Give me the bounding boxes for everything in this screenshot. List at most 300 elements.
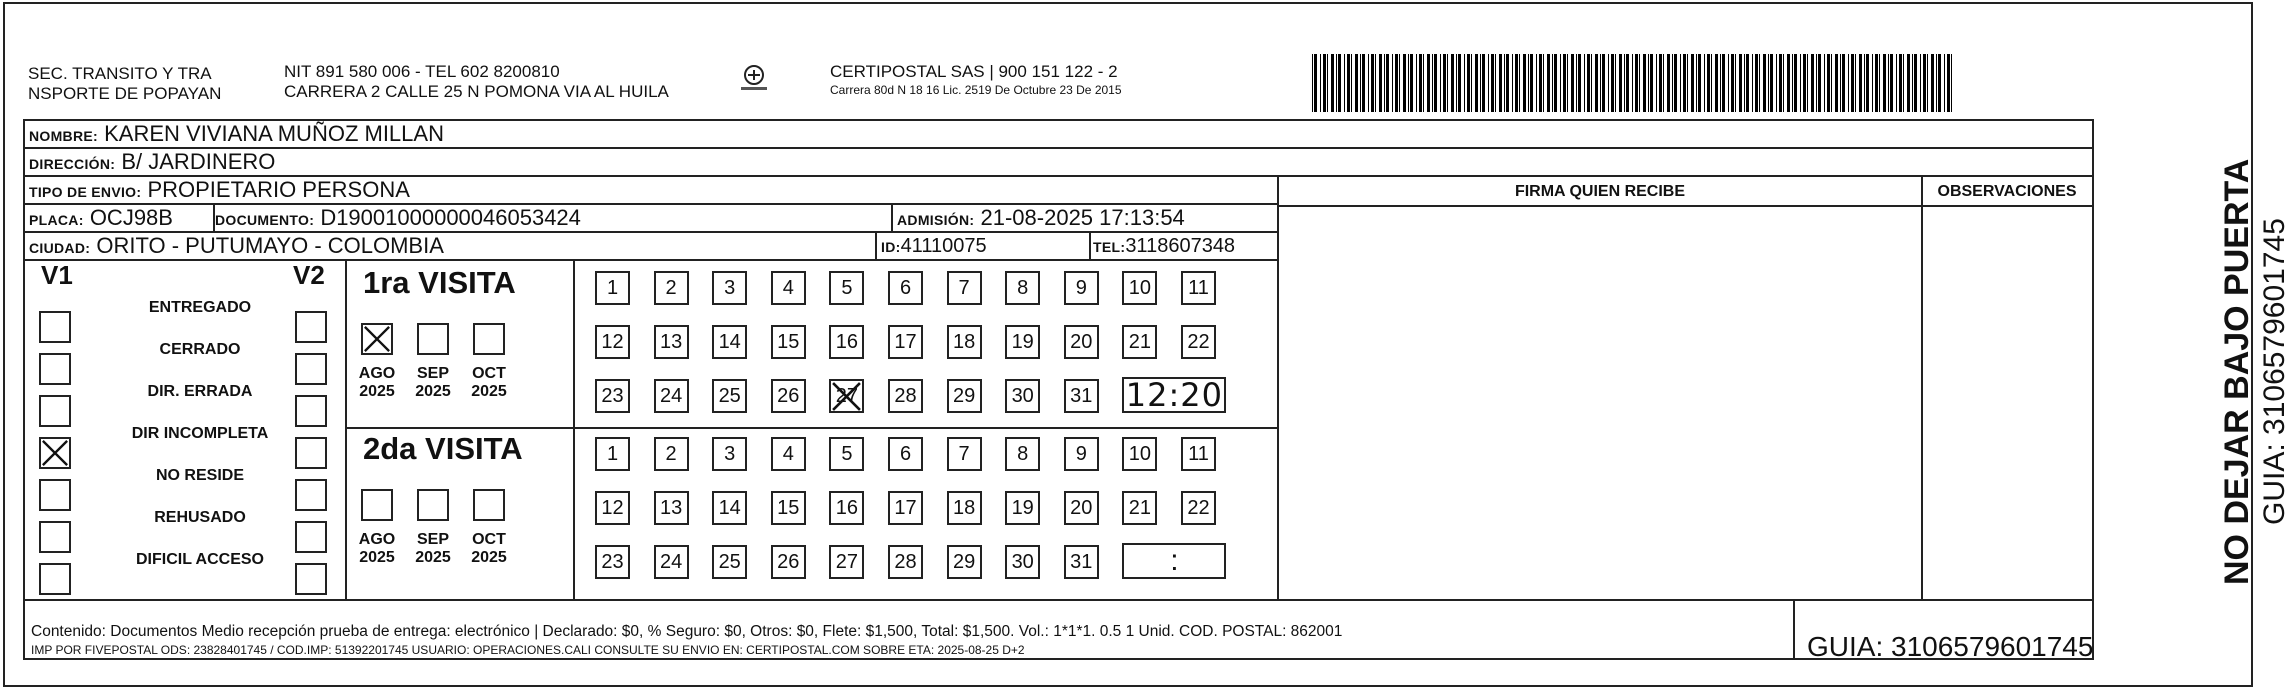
month-year: 2025 — [415, 383, 451, 400]
day-box[interactable]: 23 — [595, 379, 630, 413]
barcode-bar — [1663, 54, 1664, 112]
day-box[interactable]: 14 — [712, 325, 747, 359]
nit-line-1: NIT 891 580 006 - TEL 602 8200810 — [284, 62, 560, 81]
month-name: AGO — [358, 531, 396, 548]
barcode-bar — [1739, 54, 1742, 112]
barcode-bar — [1480, 54, 1481, 112]
day-box[interactable]: 16 — [829, 491, 864, 525]
divider — [345, 261, 347, 599]
v1-header: V1 — [41, 260, 73, 290]
barcode-bar — [1951, 54, 1952, 112]
month-checkbox[interactable] — [361, 323, 393, 355]
barcode-bar — [1323, 54, 1326, 112]
barcode-bar — [1587, 54, 1590, 112]
barcode-bar — [1776, 54, 1777, 112]
barcode-bar — [1440, 54, 1441, 112]
barcode-bar — [1506, 54, 1509, 112]
barcode-bar — [1379, 54, 1382, 112]
month-name: OCT — [472, 365, 506, 382]
day-box[interactable]: 2 — [654, 271, 689, 305]
day-box[interactable]: 14 — [712, 491, 747, 525]
no-dejar-notice: NO DEJAR BAJO PUERTA — [2218, 158, 2256, 585]
time-value: : — [1170, 544, 1179, 577]
barcode-bar — [1632, 54, 1633, 112]
divider — [1921, 177, 1923, 599]
barcode-bar — [1912, 54, 1913, 112]
barcode-bar — [1519, 54, 1520, 112]
v1-checkbox[interactable] — [39, 311, 71, 343]
day-box[interactable]: 6 — [888, 271, 923, 305]
barcode-bar — [1403, 54, 1406, 112]
barcode-bar — [1560, 54, 1561, 112]
barcode-bar — [1800, 54, 1801, 112]
company-line-2: Carrera 80d N 18 16 Lic. 2519 De Octubre 23 De 2015 — [830, 83, 1122, 97]
barcode-bar — [1384, 54, 1385, 112]
barcode-bar — [1423, 54, 1424, 112]
barcode-bar — [1495, 54, 1496, 112]
month-checkbox[interactable] — [361, 489, 393, 521]
tel-value: 3118607348 — [1125, 235, 1236, 257]
month-label — [461, 365, 517, 401]
barcode-bar — [1656, 54, 1657, 112]
barcode-bar — [1931, 54, 1934, 112]
day-box[interactable]: 9 — [1064, 271, 1099, 305]
admision-value: 21-08-2025 17:13:54 — [980, 205, 1185, 230]
barcode-bar — [1875, 54, 1878, 112]
row-nombre — [25, 121, 2092, 149]
barcode-bar — [1923, 54, 1926, 112]
status-label: CERRADO — [159, 341, 241, 358]
barcode-bar — [1419, 54, 1422, 112]
barcode-bar — [1763, 54, 1766, 112]
month-checkbox[interactable] — [473, 489, 505, 521]
day-box[interactable]: 24 — [654, 379, 689, 413]
barcode-bar — [1528, 54, 1529, 112]
barcode-bar — [1667, 54, 1670, 112]
nit-block — [284, 62, 669, 102]
status-label: REHUSADO — [154, 509, 246, 526]
barcode-bar — [1443, 54, 1446, 112]
barcode-bar — [1338, 54, 1341, 112]
day-box[interactable]: 27 — [829, 545, 864, 579]
day-box[interactable]: 1 — [595, 271, 630, 305]
tel-label: TEL: — [1093, 239, 1126, 255]
barcode-bar — [1896, 54, 1897, 112]
barcode-bar — [1344, 54, 1345, 112]
day-box[interactable]: 26 — [771, 545, 806, 579]
barcode-bar — [1659, 54, 1662, 112]
barcode-bar — [1399, 54, 1400, 112]
visit-title: 1ra VISITA — [363, 265, 516, 300]
day-box[interactable]: 25 — [712, 379, 747, 413]
v2-header: V2 — [293, 260, 325, 290]
v1-checkbox[interactable] — [39, 479, 71, 511]
barcode-bar — [1842, 54, 1845, 112]
barcode-bar — [1543, 54, 1544, 112]
barcode-bar — [1619, 54, 1622, 112]
barcode-bar — [1362, 54, 1365, 112]
day-box[interactable]: 7 — [947, 271, 982, 305]
day-box[interactable]: 2 — [654, 437, 689, 471]
month-year: 2025 — [415, 549, 451, 566]
day-box[interactable]: 28 — [888, 545, 923, 579]
ciudad-value: ORITO - PUTUMAYO - COLOMBIA — [96, 233, 444, 258]
tipo-value: PROPIETARIO PERSONA — [147, 177, 410, 202]
barcode-bar — [1744, 54, 1745, 112]
barcode-bar — [1611, 54, 1614, 112]
barcode-bar — [1464, 54, 1465, 112]
barcode-bar — [1386, 54, 1389, 112]
id-cell — [881, 233, 987, 260]
barcode-bar — [1602, 54, 1605, 112]
month-year: 2025 — [471, 549, 507, 566]
day-box[interactable]: 15 — [771, 325, 806, 359]
day-box[interactable]: 5 — [829, 271, 864, 305]
day-box[interactable]: 12 — [595, 491, 630, 525]
barcode-bar — [1680, 54, 1681, 112]
v1-checkbox[interactable] — [39, 521, 71, 553]
barcode-bar — [1432, 54, 1433, 112]
nombre-value: KAREN VIVIANA MUÑOZ MILLAN — [104, 121, 444, 146]
barcode-bar — [1626, 54, 1629, 112]
barcode-bar — [1410, 54, 1413, 112]
company-line-1: CERTIPOSTAL SAS | 900 151 122 - 2 — [830, 62, 1118, 81]
month-name: OCT — [472, 531, 506, 548]
barcode-bar — [1327, 54, 1328, 112]
barcode-bar — [1504, 54, 1505, 112]
day-box[interactable]: 24 — [654, 545, 689, 579]
placa-value: OCJ98B — [89, 205, 173, 230]
v2-checkbox[interactable] — [295, 479, 327, 511]
barcode-bar — [1831, 54, 1832, 112]
barcode-bar — [1536, 54, 1537, 112]
divider — [573, 261, 575, 599]
day-box[interactable]: 12 — [595, 325, 630, 359]
barcode-bar — [1914, 54, 1917, 112]
v2-checkbox[interactable] — [295, 437, 327, 469]
barcode-bar — [1755, 54, 1758, 112]
barcode-bar — [1715, 54, 1718, 112]
status-label: ENTREGADO — [148, 299, 252, 316]
barcode-bar — [1320, 54, 1321, 112]
barcode-bar — [1584, 54, 1585, 112]
barcode-bar — [1360, 54, 1361, 112]
barcode-bar — [1746, 54, 1749, 112]
status-label: NO RESIDE — [155, 467, 244, 484]
day-box[interactable]: 23 — [595, 545, 630, 579]
footer-line-2: IMP POR FIVEPOSTAL ODS: 23828401745 / COD.IMP: 51392201745 USUARIO: OPERACIONES.CALI CONSULTE SU ENVIO EN: CERTIPOSTAL.COM SOBRE ETA: 2025-08-25 D+2 — [31, 643, 1025, 657]
barcode-bar — [1711, 54, 1712, 112]
barcode-bar — [1674, 54, 1677, 112]
barcode-bar — [1722, 54, 1725, 112]
barcode-bar — [1866, 54, 1869, 112]
firma-header: FIRMA QUIEN RECIBE — [1514, 183, 1686, 200]
barcode-bar — [1624, 54, 1625, 112]
sender-line-2: NSPORTE DE POPAYAN — [28, 84, 222, 103]
barcode-bar — [1903, 54, 1904, 112]
barcode-icon — [1312, 54, 1952, 112]
id-label: ID: — [881, 239, 901, 255]
day-box[interactable]: 26 — [771, 379, 806, 413]
day-box[interactable]: 15 — [771, 491, 806, 525]
day-box[interactable]: 13 — [654, 491, 689, 525]
barcode-bar — [1696, 54, 1697, 112]
divider — [1793, 599, 1795, 658]
barcode-bar — [1859, 54, 1862, 112]
barcode-bar — [1336, 54, 1337, 112]
day-box[interactable]: 30 — [1005, 545, 1040, 579]
divider — [345, 427, 1277, 429]
barcode-bar — [1907, 54, 1910, 112]
day-box[interactable]: 3 — [712, 271, 747, 305]
day-box[interactable]: 22 — [1181, 325, 1216, 359]
day-box[interactable]: 17 — [888, 325, 923, 359]
row-tipo — [25, 177, 1277, 205]
day-box[interactable]: 20 — [1064, 491, 1099, 525]
barcode-bar — [1650, 54, 1653, 112]
barcode-bar — [1512, 54, 1513, 112]
month-name: SEP — [416, 531, 449, 548]
barcode-bar — [1864, 54, 1865, 112]
barcode-bar — [1371, 54, 1374, 112]
delivery-form — [23, 119, 2094, 660]
v2-checkbox[interactable] — [295, 563, 327, 595]
barcode-bar — [1591, 54, 1592, 112]
day-box[interactable]: 4 — [771, 437, 806, 471]
v2-checkbox[interactable] — [295, 311, 327, 343]
barcode-bar — [1608, 54, 1609, 112]
month-checkbox[interactable] — [417, 323, 449, 355]
barcode-bar — [1818, 54, 1821, 112]
barcode-bar — [1576, 54, 1577, 112]
barcode-bar — [1855, 54, 1856, 112]
status-label: DIFICIL ACCESO — [135, 551, 264, 568]
day-box[interactable]: 29 — [947, 545, 982, 579]
barcode-bar — [1728, 54, 1729, 112]
day-box[interactable]: 13 — [654, 325, 689, 359]
barcode-bar — [1770, 54, 1773, 112]
barcode-bar — [1451, 54, 1454, 112]
day-box[interactable]: 7 — [947, 437, 982, 471]
barcode-bar — [1351, 54, 1352, 112]
check-x-icon — [41, 439, 69, 467]
barcode-bar — [1879, 54, 1880, 112]
month-checkbox[interactable] — [417, 489, 449, 521]
barcode-bar — [1578, 54, 1581, 112]
divider — [1277, 205, 2092, 207]
barcode-bar — [1539, 54, 1542, 112]
month-label — [349, 365, 405, 401]
day-box[interactable]: 31 — [1064, 379, 1099, 413]
barcode-bar — [1890, 54, 1893, 112]
barcode-bar — [1707, 54, 1710, 112]
day-box[interactable]: 11 — [1181, 271, 1216, 305]
day-box[interactable]: 29 — [947, 379, 982, 413]
day-box[interactable]: 21 — [1122, 491, 1157, 525]
day-box[interactable]: 30 — [1005, 379, 1040, 413]
barcode-bar — [1883, 54, 1886, 112]
month-label — [405, 365, 461, 401]
barcode-bar — [1783, 54, 1784, 112]
barcode-bar — [1672, 54, 1673, 112]
barcode-bar — [1872, 54, 1873, 112]
barcode-bar — [1920, 54, 1921, 112]
day-box[interactable]: 10 — [1122, 271, 1157, 305]
time-field[interactable] — [1122, 377, 1226, 413]
observaciones-header: OBSERVACIONES — [1937, 183, 2077, 200]
barcode-bar — [1807, 54, 1808, 112]
barcode-bar — [1927, 54, 1928, 112]
day-box[interactable]: 25 — [712, 545, 747, 579]
barcode-bar — [1944, 54, 1945, 112]
barcode-bar — [1499, 54, 1502, 112]
day-box[interactable]: 31 — [1064, 545, 1099, 579]
day-box[interactable]: 6 — [888, 437, 923, 471]
day-box[interactable]: 11 — [1181, 437, 1216, 471]
barcode-bar — [1938, 54, 1941, 112]
day-box[interactable]: 9 — [1064, 437, 1099, 471]
barcode-bar — [1427, 54, 1430, 112]
month-label — [461, 531, 517, 567]
direccion-value: B/ JARDINERO — [121, 149, 276, 174]
time-value: 12:20 — [1125, 376, 1223, 414]
barcode-bar — [1704, 54, 1705, 112]
barcode-bar — [1595, 54, 1598, 112]
documento-label: DOCUMENTO: — [215, 212, 315, 228]
day-box[interactable]: 21 — [1122, 325, 1157, 359]
tel-cell — [1093, 233, 1235, 260]
day-box[interactable]: 28 — [888, 379, 923, 413]
v1-checkbox[interactable] — [39, 395, 71, 427]
v1-checkbox[interactable] — [39, 437, 71, 469]
sender-block — [28, 64, 221, 104]
barcode-bar — [1434, 54, 1437, 112]
day-box[interactable]: 20 — [1064, 325, 1099, 359]
barcode-bar — [1523, 54, 1526, 112]
month-label — [349, 531, 405, 567]
barcode-bar — [1395, 54, 1398, 112]
day-number: 27 — [835, 385, 859, 407]
day-box[interactable]: 18 — [947, 325, 982, 359]
check-x-icon — [363, 325, 391, 353]
footer-line-1: Contenido: Documentos Medio recepción prueba de entrega: electrónico | Declarado: $0, % Seguro: $0, Otros: $0, Flete: $1,500, Total: $1,500. Vol.: 1*1*1. 0.5 1 Unid. COD. POSTAL: 862001 — [31, 623, 1343, 640]
day-box[interactable]: 8 — [1005, 271, 1040, 305]
barcode-bar — [1392, 54, 1393, 112]
barcode-bar — [1355, 54, 1358, 112]
day-box[interactable]: 16 — [829, 325, 864, 359]
barcode-bar — [1347, 54, 1350, 112]
day-box[interactable]: 4 — [771, 271, 806, 305]
admision-label: ADMISIÓN: — [897, 212, 975, 228]
month-label — [405, 531, 461, 567]
day-box[interactable]: 5 — [829, 437, 864, 471]
barcode-bar — [1735, 54, 1736, 112]
month-year: 2025 — [359, 549, 395, 566]
ciudad-label: CIUDAD: — [29, 240, 91, 256]
barcode-bar — [1488, 54, 1489, 112]
barcode-bar — [1851, 54, 1854, 112]
barcode-bar — [1936, 54, 1937, 112]
barcode-bar — [1475, 54, 1478, 112]
day-box[interactable]: 22 — [1181, 491, 1216, 525]
v2-checkbox[interactable] — [295, 521, 327, 553]
barcode-bar — [1530, 54, 1533, 112]
id-value: 41110075 — [900, 235, 987, 257]
certipostal-logo-icon — [738, 62, 770, 94]
barcode-bar — [1467, 54, 1470, 112]
barcode-bar — [1547, 54, 1550, 112]
day-box[interactable]: 1 — [595, 437, 630, 471]
barcode-bar — [1816, 54, 1817, 112]
divider — [1277, 177, 1279, 599]
barcode-bar — [1687, 54, 1688, 112]
barcode-bar — [1416, 54, 1417, 112]
footer-guia: GUIA: 3106579601745 — [1807, 631, 2094, 662]
barcode-bar — [1824, 54, 1825, 112]
barcode-bar — [1811, 54, 1814, 112]
divider — [213, 205, 215, 233]
day-box[interactable]: 3 — [712, 437, 747, 471]
barcode-bar — [1571, 54, 1574, 112]
divider — [1089, 233, 1091, 261]
barcode-bar — [1639, 54, 1640, 112]
month-checkbox[interactable] — [473, 323, 505, 355]
day-box[interactable]: 8 — [1005, 437, 1040, 471]
barcode-bar — [1787, 54, 1790, 112]
barcode-bar — [1803, 54, 1806, 112]
barcode-bar — [1648, 54, 1649, 112]
day-box[interactable] — [829, 379, 864, 413]
barcode-bar — [1368, 54, 1369, 112]
month-year: 2025 — [359, 383, 395, 400]
barcode-bar — [1759, 54, 1760, 112]
day-box[interactable]: 10 — [1122, 437, 1157, 471]
barcode-bar — [1752, 54, 1753, 112]
barcode-bar — [1840, 54, 1841, 112]
v1-checkbox[interactable] — [39, 563, 71, 595]
placa-label: PLACA: — [29, 212, 84, 228]
barcode-bar — [1635, 54, 1638, 112]
tipo-label: TIPO DE ENVIO: — [29, 184, 142, 200]
barcode-bar — [1683, 54, 1686, 112]
day-box[interactable]: 19 — [1005, 325, 1040, 359]
time-field[interactable] — [1122, 543, 1226, 579]
day-box[interactable]: 18 — [947, 491, 982, 525]
v2-checkbox[interactable] — [295, 395, 327, 427]
barcode-bar — [1768, 54, 1769, 112]
documento-value: D19001000000046053424 — [320, 205, 581, 230]
documento-cell — [215, 205, 581, 233]
barcode-bar — [1899, 54, 1902, 112]
v2-checkbox[interactable] — [295, 353, 327, 385]
nombre-label: NOMBRE: — [29, 128, 98, 144]
barcode-bar — [1456, 54, 1457, 112]
barcode-bar — [1827, 54, 1830, 112]
barcode-bar — [1792, 54, 1793, 112]
row-direccion — [25, 149, 2092, 177]
day-box[interactable]: 17 — [888, 491, 923, 525]
barcode-bar — [1408, 54, 1409, 112]
barcode-bar — [1515, 54, 1518, 112]
barcode-bar — [1947, 54, 1950, 112]
day-box[interactable]: 19 — [1005, 491, 1040, 525]
barcode-bar — [1312, 54, 1313, 112]
v1-checkbox[interactable] — [39, 353, 71, 385]
barcode-bar — [1491, 54, 1494, 112]
barcode-bar — [1552, 54, 1553, 112]
month-name: AGO — [358, 365, 396, 382]
month-name: SEP — [416, 365, 449, 382]
